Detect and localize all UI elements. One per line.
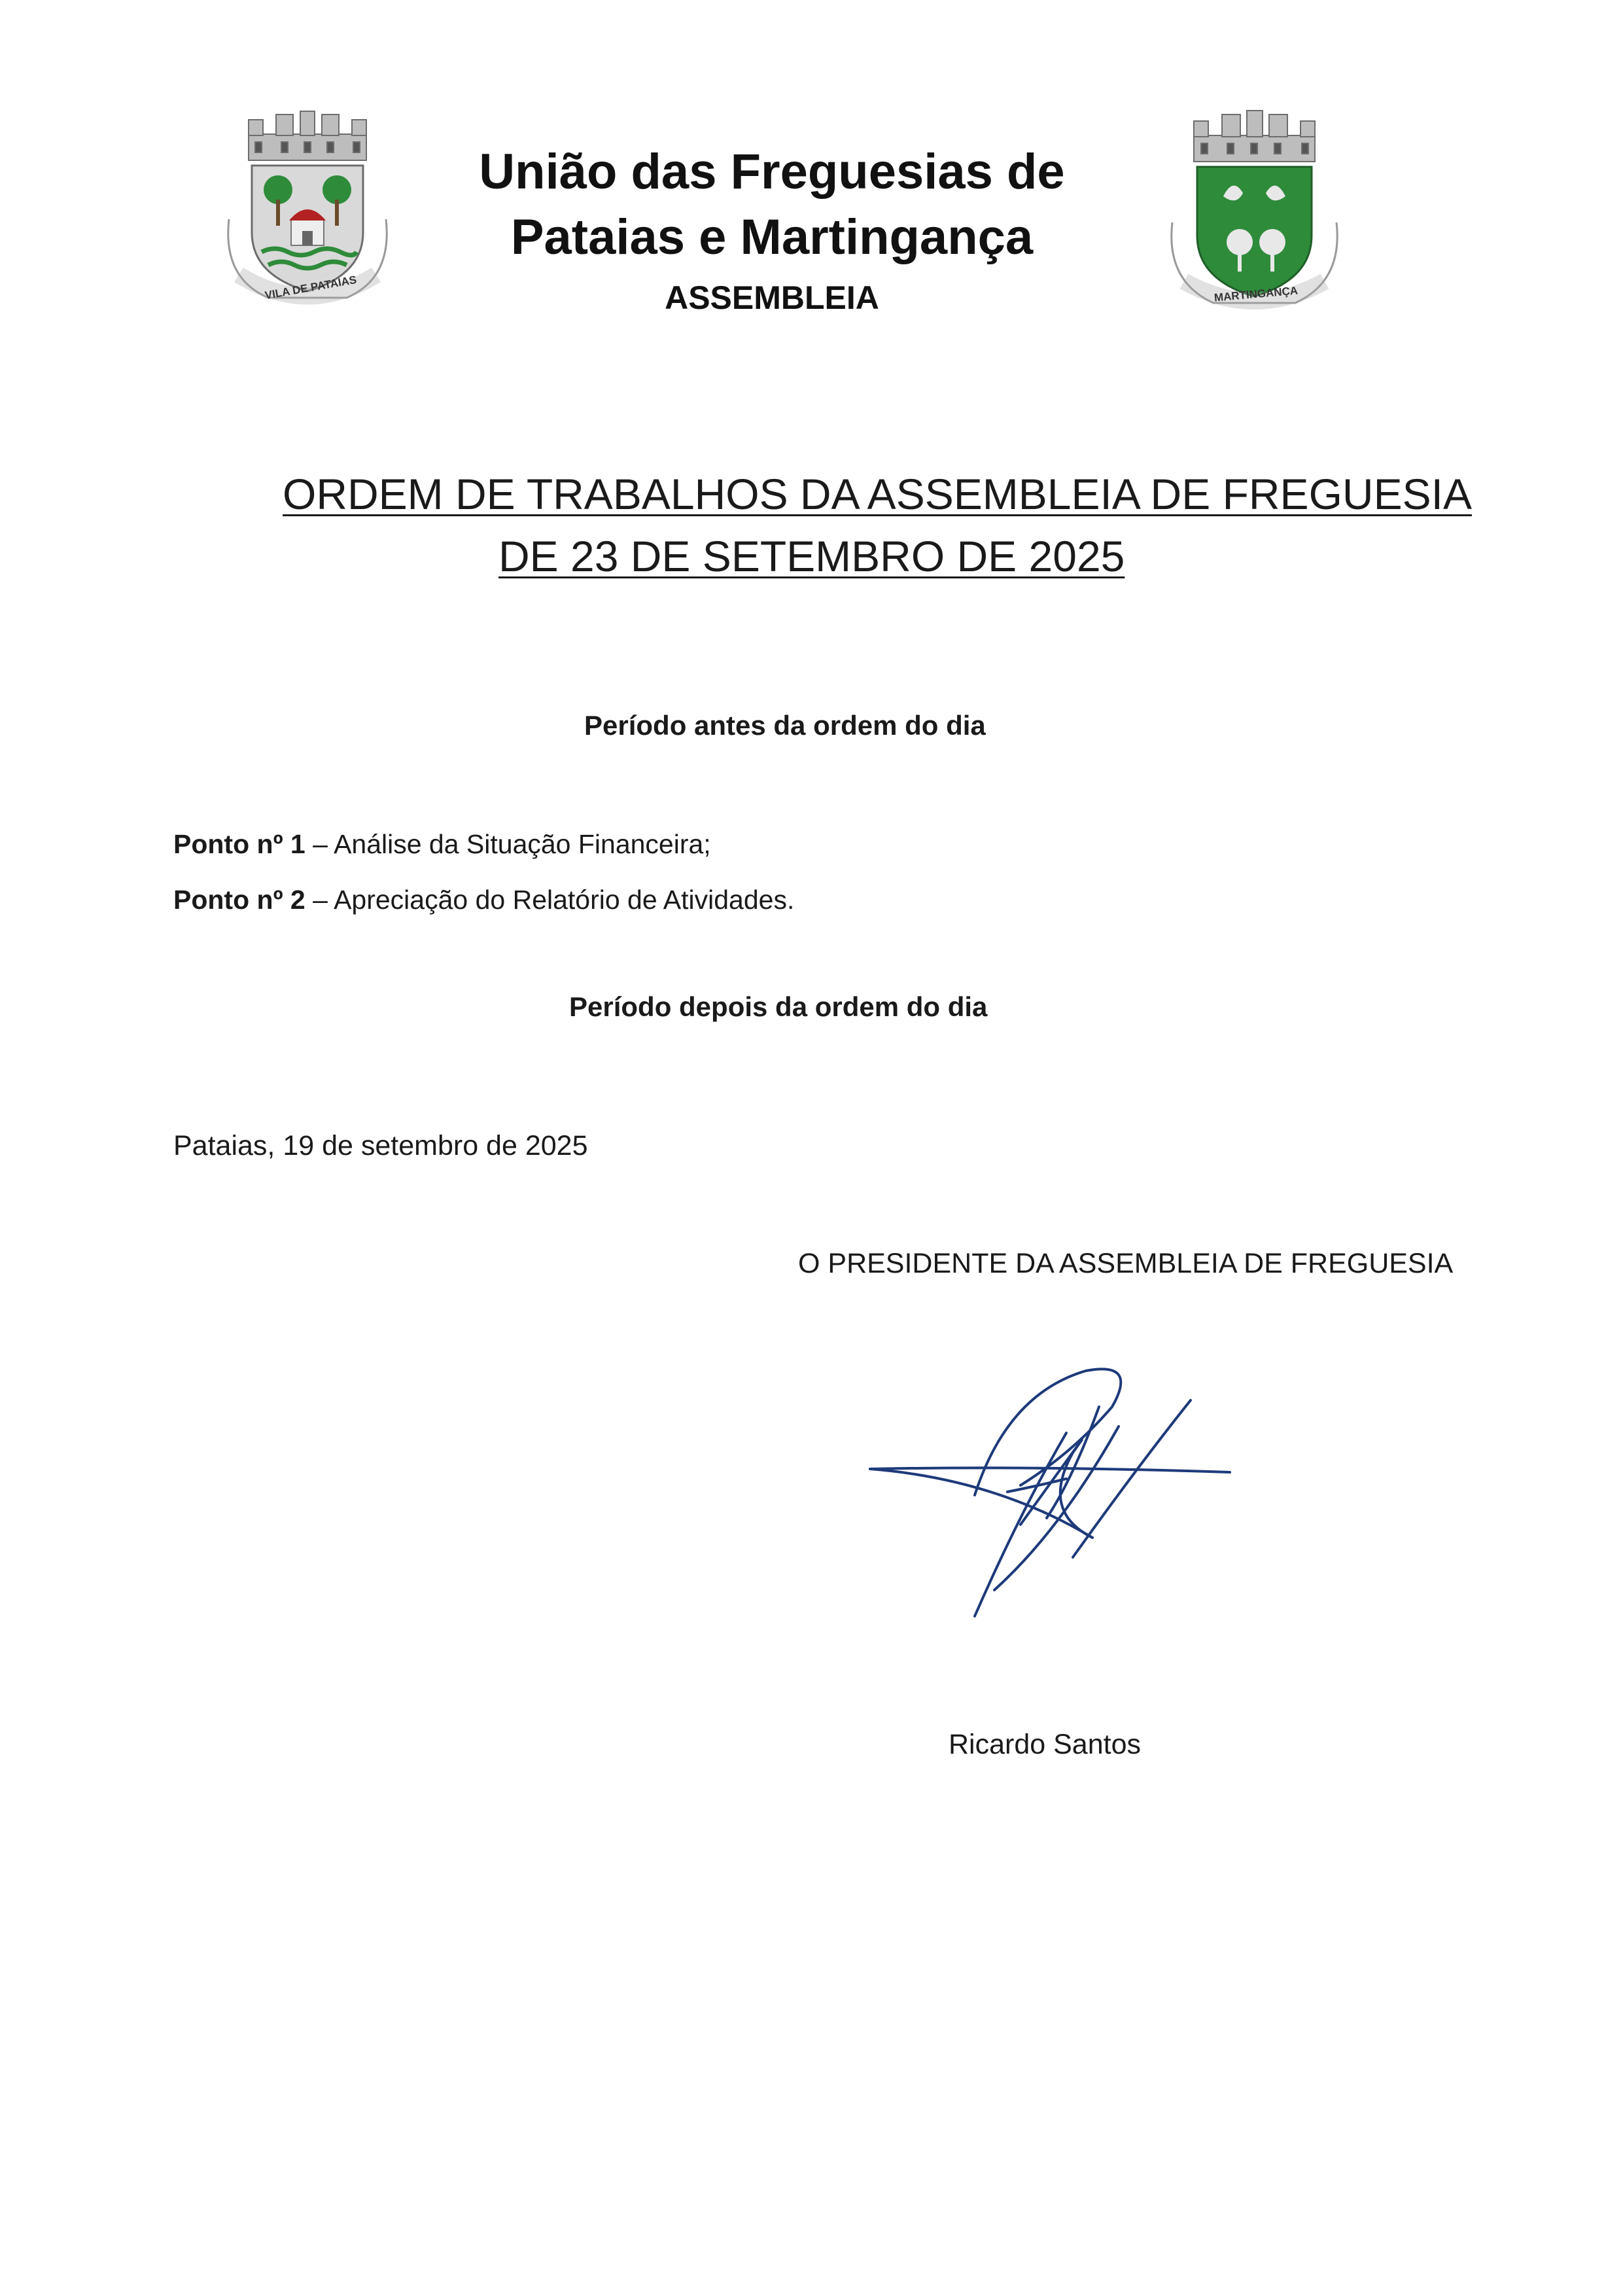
header-title-line2: Pataias e Martingança [510,209,1034,265]
document-title-line2: DE 23 DE SETEMBRO DE 2025 [498,532,1125,580]
document-title-line1: ORDEM DE TRABALHOS DA ASSEMBLEIA DE FREGUESIA [283,470,1472,518]
agenda-item-1-label: Ponto nº 1 [173,829,305,859]
agenda-item-2-text: – Apreciação do Relatório de Atividades. [305,885,795,915]
agenda-item-2 [173,883,794,916]
pataias-crest-motto: VILA DE PATAIAS [264,273,358,302]
section-before-label: Período antes da ordem do dia [584,710,986,741]
martinganca-crest-logo [1158,108,1351,317]
handwritten-signature [824,1315,1295,1642]
martinganca-crest-motto: MARTINGANÇA [1213,284,1299,304]
signature-role: O PRESIDENTE DA ASSEMBLEIA DE FREGUESIA [798,1248,1454,1279]
place-date: Pataias, 19 de setembro de 2025 [173,1130,588,1161]
agenda-item-2-label: Ponto nº 2 [173,885,305,915]
header-subtitle: ASSEMBLEIA [665,279,879,316]
signature-name: Ricardo Santos [949,1729,1141,1760]
section-after-label: Período depois da ordem do dia [569,991,988,1022]
header-title-line1: União das Freguesias de [479,144,1065,200]
agenda-item-1 [173,828,711,860]
agenda-item-1-text: – Análise da Situação Financeira; [305,829,711,859]
